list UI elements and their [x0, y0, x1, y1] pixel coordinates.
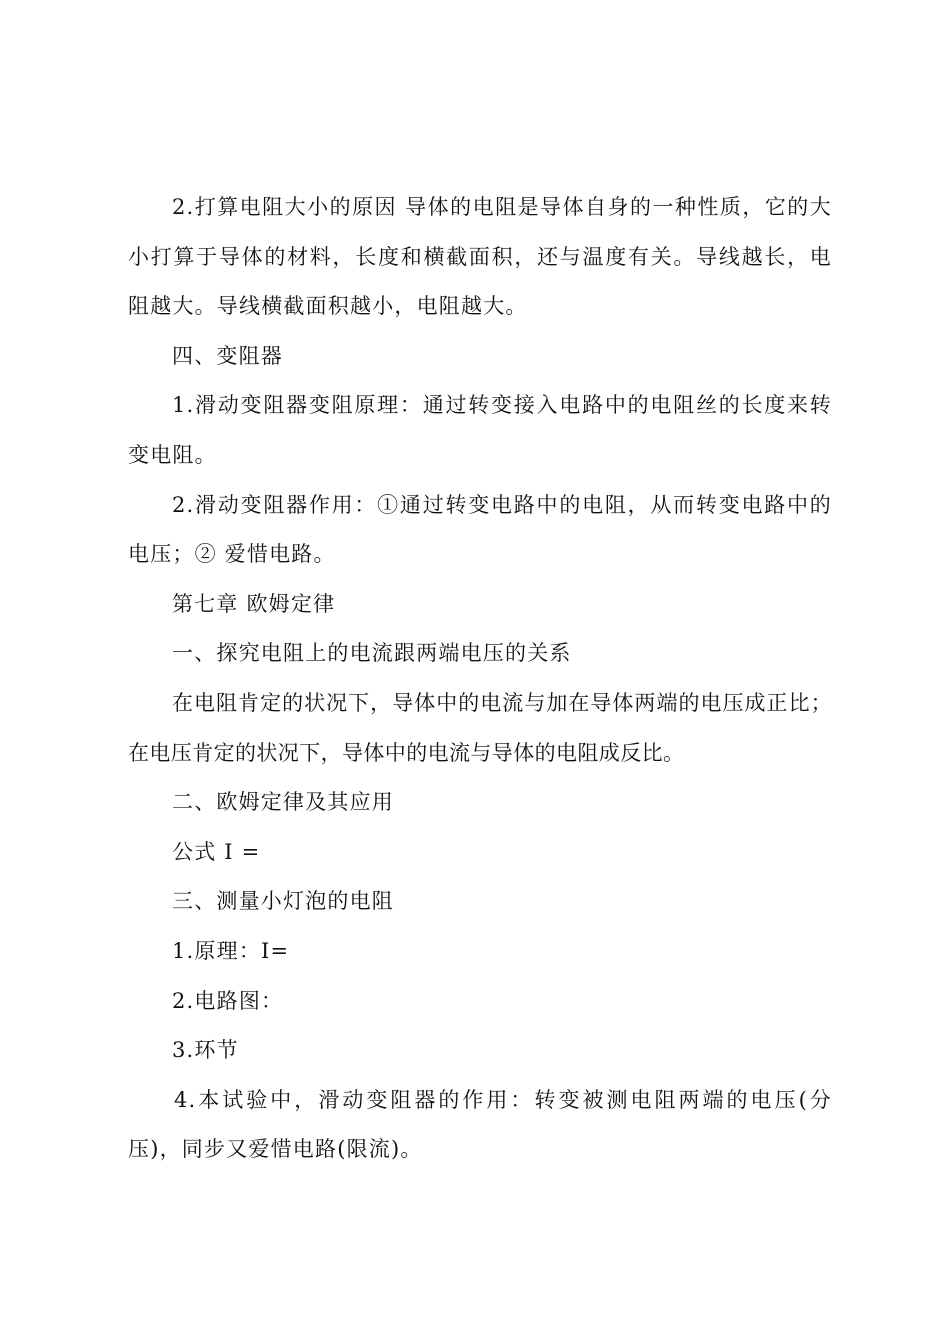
heading-measure-bulb: 三、测量小灯泡的电阻: [172, 889, 394, 914]
paragraph-resistance-factors: 2.打算电阻大小的原因 导体的电阻是导体自身的一种性质，它的大小打算于导体的材料，长度和横截面积，还与温度有关。导线越长，电阻越大。导线横截面积越小，电阻越大。: [128, 195, 832, 319]
paragraph-principle: 1.原理：I=: [172, 938, 290, 963]
heading-ohms-law: 二、欧姆定律及其应用: [172, 790, 394, 815]
paragraph-formula: 公式 I =: [172, 839, 261, 864]
heading-current-voltage: 一、探究电阻上的电流跟两端电压的关系: [172, 641, 572, 666]
heading-chapter-seven: 第七章 欧姆定律: [172, 591, 336, 616]
paragraph-proportionality: 在电阻肯定的状况下，导体中的电流与加在导体两端的电压成正比；在电压肯定的状况下，导体中的电流与导体的电阻成反比。: [128, 690, 832, 765]
paragraph-rheostat-principle: 1.滑动变阻器变阻原理：通过转变接入电路中的电阻丝的长度来转变电阻。: [128, 393, 832, 467]
paragraph-circuit-diagram: 2.电路图：: [172, 988, 284, 1013]
document-body: [128, 183, 832, 1175]
paragraph-steps: 3.环节: [172, 1038, 239, 1063]
paragraph-rheostat-role: 4.本试验中，滑动变阻器的作用：转变被测电阻两端的电压(分压)，同步又爱惜电路(限流)。: [128, 1087, 832, 1162]
paragraph-rheostat-function: 2.滑动变阻器作用：①通过转变电路中的电阻，从而转变电路中的电压；② 爱惜电路。: [128, 492, 832, 567]
heading-rheostat: 四、变阻器: [172, 343, 283, 368]
